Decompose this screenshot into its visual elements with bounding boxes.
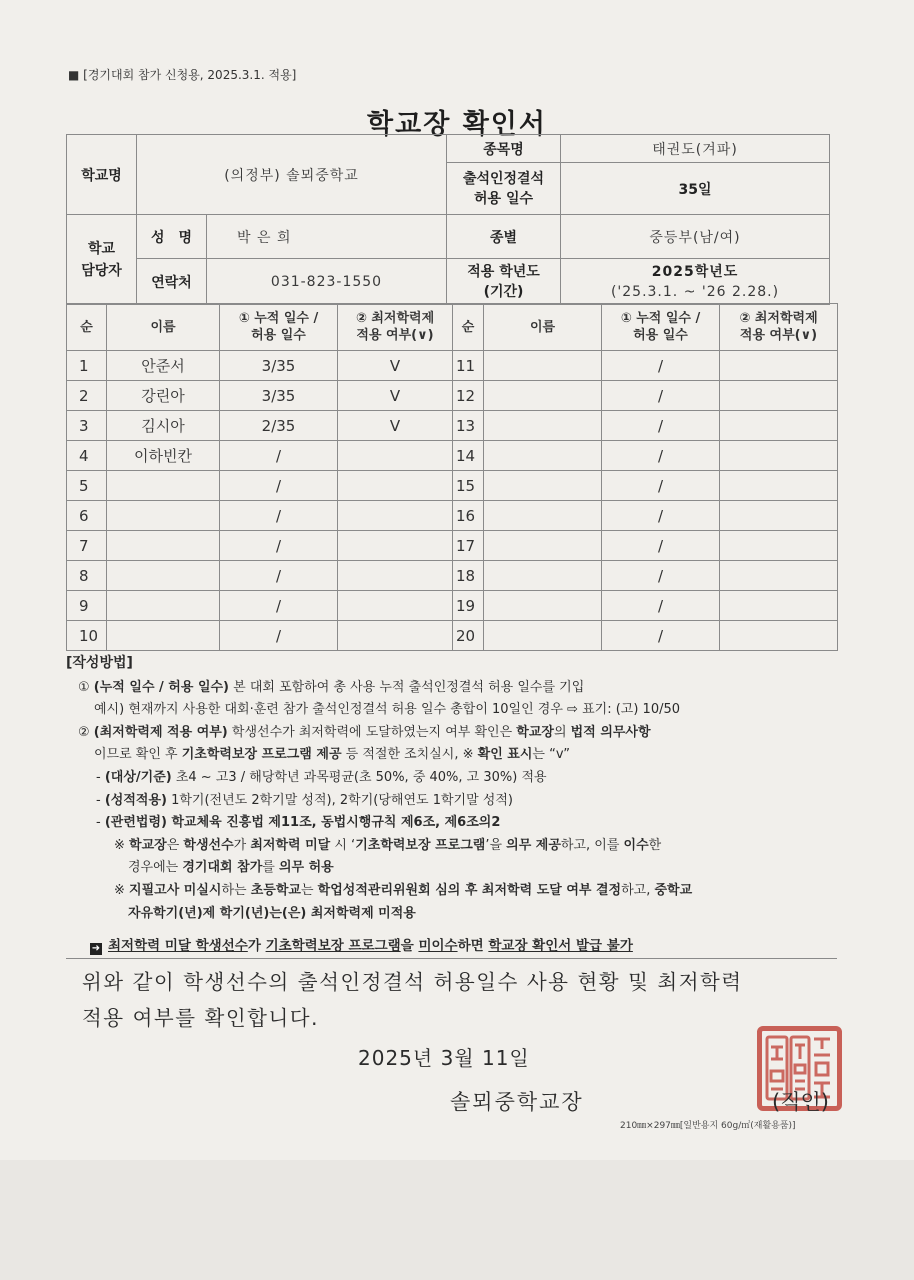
col-days-right: [602, 304, 720, 351]
text: 미이수: [418, 938, 458, 954]
absence-days: /: [602, 381, 720, 411]
division-label: 종별: [447, 215, 561, 259]
text-bold: 이수: [623, 837, 649, 853]
text-bold: 학교체육 진흥법 제11조, 동법시행규칙 제6조, 제6조의2: [166, 815, 501, 831]
row-number: 9: [67, 591, 107, 621]
instruction-2-cont: [66, 744, 856, 767]
text-bold: 중학교: [654, 882, 693, 898]
instruction-2: [66, 722, 856, 745]
row-number: 7: [67, 531, 107, 561]
page-title: 학교장 확인서: [367, 109, 547, 140]
col-min-line1: ② 최저학력제: [355, 311, 435, 326]
student-name: 이하빈칸: [107, 441, 220, 471]
absence-days: /: [220, 441, 338, 471]
absence-days: /: [220, 621, 338, 651]
year-value-line2: ('25.3.1. ~ '26 2.28.): [610, 283, 780, 300]
row-number: 4: [67, 441, 107, 471]
absence-label: [447, 163, 561, 215]
contact-value: 031-823-1550: [207, 259, 447, 305]
instruction-target: [66, 767, 856, 790]
min-grade-check: [720, 561, 838, 591]
name-label: 성 명: [137, 215, 207, 259]
seal-label: (직인): [772, 1090, 829, 1114]
col-min-line2: 적용 여부(∨): [356, 328, 434, 343]
student-name: [484, 621, 602, 651]
text: 한: [648, 837, 662, 853]
text: 가: [233, 837, 251, 853]
issue-date: 2025년 3월 11일: [358, 1046, 530, 1070]
text: 를: [262, 860, 279, 876]
min-grade-check: V: [338, 351, 453, 381]
text: 1학기(전년도 2학기말 성적), 2학기(당해연도 1학기말 성적): [166, 792, 513, 808]
text: 최저학력 미달 학생선수: [108, 938, 248, 954]
col-name: 이름: [107, 304, 220, 351]
confirmation-line1: 위와 같이 학생선수의 출석인정결석 허용일수 사용 현황 및 최저학력: [82, 970, 743, 994]
info-table: [66, 134, 830, 305]
absence-days: /: [602, 351, 720, 381]
row-number: 10: [67, 621, 107, 651]
text-bold: (관련법령): [104, 815, 167, 831]
text: -: [96, 769, 105, 785]
text-bold: (성적적용): [104, 792, 167, 808]
table-row: [67, 531, 838, 561]
absence-days: /: [220, 561, 338, 591]
min-grade-check: [720, 441, 838, 471]
paper-spec-note: 210㎜×297㎜[일반용지 60g/㎡(재활용품)]: [620, 1121, 796, 1131]
table-row: [67, 381, 838, 411]
instruction-note-1-cont: [66, 857, 856, 880]
table-header-row: [67, 304, 838, 351]
text: 는: [300, 882, 318, 898]
absence-days: /: [602, 621, 720, 651]
col-min-right: [720, 304, 838, 351]
absence-days: /: [602, 591, 720, 621]
student-name: [484, 351, 602, 381]
row-number: 16: [453, 501, 484, 531]
absence-label-line2: 허용 일수: [474, 190, 533, 207]
student-name: [484, 441, 602, 471]
text-bold: 기초학력보장 프로그램 제공: [181, 747, 342, 763]
text: ※: [114, 837, 130, 853]
row-number: 19: [453, 591, 484, 621]
col-no-right: 순: [453, 304, 484, 351]
min-grade-check: [720, 381, 838, 411]
text: 는 “v”: [532, 747, 571, 763]
absence-days: /: [220, 531, 338, 561]
row-number: 5: [67, 471, 107, 501]
text-bold: 초등학교: [250, 882, 301, 898]
text: 학교장 확인서 발급 불가: [488, 938, 633, 954]
table-row: [67, 621, 838, 651]
absence-days: /: [602, 531, 720, 561]
text: 하면: [457, 938, 489, 954]
text-bold: (누적 일수 / 허용 일수): [93, 679, 229, 695]
row-number: 17: [453, 531, 484, 561]
absence-days: /: [602, 471, 720, 501]
contact-label: 연락처: [137, 259, 207, 305]
min-grade-check: V: [338, 411, 453, 441]
student-name: 안준서: [107, 351, 220, 381]
col-no: 순: [67, 304, 107, 351]
row-number: 15: [453, 471, 484, 501]
text: 시 ‘: [330, 837, 356, 853]
final-warning: [90, 934, 633, 955]
text-bold: 기초학력보장 프로그램: [355, 837, 486, 853]
col-name-right: 이름: [484, 304, 602, 351]
min-grade-check: [338, 561, 453, 591]
year-label: [447, 259, 561, 305]
student-name: [484, 381, 602, 411]
division-value: 중등부(남/여): [561, 215, 830, 259]
absence-days: 3/35: [220, 381, 338, 411]
instruction-grades: [66, 790, 856, 813]
text: ①: [78, 679, 94, 695]
text-bold: 법적 의무사항: [570, 724, 651, 740]
instruction-law: [66, 812, 856, 835]
text-bold: 경기대회 참가: [182, 860, 263, 876]
text: 하는: [221, 882, 251, 898]
student-name: [107, 471, 220, 501]
student-name: [484, 501, 602, 531]
student-name: [484, 411, 602, 441]
row-number: 18: [453, 561, 484, 591]
text: 하고, 이를: [560, 837, 624, 853]
instructions-heading: [작성방법]: [66, 655, 133, 671]
row-number: 14: [453, 441, 484, 471]
col-days-line1: ① 누적 일수 /: [238, 311, 319, 326]
row-number: 20: [453, 621, 484, 651]
year-value-line1: 2025학년도: [651, 263, 739, 280]
row-number: 2: [67, 381, 107, 411]
row-number: 3: [67, 411, 107, 441]
text-bold: 학업성적관리위원회 심의 후 최저학력 도달 여부 결정: [317, 882, 622, 898]
student-name: [107, 501, 220, 531]
absence-days: 2/35: [220, 411, 338, 441]
min-grade-check: [338, 531, 453, 561]
table-row: [67, 501, 838, 531]
text: ②: [78, 724, 94, 740]
col-days-right-line2: 허용 일수: [633, 328, 688, 343]
row-number: 8: [67, 561, 107, 591]
instruction-note-1: [66, 835, 856, 858]
instruction-note-2: [66, 880, 856, 903]
student-name: [107, 561, 220, 591]
text: 초4 ~ 고3 / 해당학년 과목평균(초 50%, 중 40%, 고 30%) 적용: [171, 769, 547, 785]
table-row: [67, 441, 838, 471]
year-value: [561, 259, 830, 305]
col-days: [220, 304, 338, 351]
min-grade-check: [720, 591, 838, 621]
row-number: 13: [453, 411, 484, 441]
text-bold: 확인 표시: [477, 747, 533, 763]
event-label: 종목명: [447, 135, 561, 163]
col-days-right-line1: ① 누적 일수 /: [620, 311, 701, 326]
text-bold: (대상/기준): [104, 769, 172, 785]
min-grade-check: [338, 591, 453, 621]
school-value: (의정부) 솔뫼중학교: [137, 135, 447, 215]
student-table: [66, 303, 838, 651]
instruction-note-2-cont: 자유학기(년)제 학기(년)는(은) 최저학력제 미적용: [128, 905, 416, 921]
confirmation-text: [82, 964, 743, 1036]
absence-days: /: [602, 561, 720, 591]
student-name: 강린아: [107, 381, 220, 411]
student-name: 김시아: [107, 411, 220, 441]
col-min-right-line1: ② 최저학력제: [739, 311, 818, 326]
absence-days: /: [220, 591, 338, 621]
arrow-box-icon: ➜: [91, 943, 101, 954]
min-grade-check: V: [338, 381, 453, 411]
year-label-line2: (기간): [483, 283, 524, 300]
row-number: 12: [453, 381, 484, 411]
instruction-1: [66, 677, 856, 700]
table-row: [67, 471, 838, 501]
col-min: [338, 304, 453, 351]
bottom-margin: [0, 1160, 914, 1280]
absence-days: /: [602, 441, 720, 471]
min-grade-check: [338, 501, 453, 531]
text-bold: 학교장: [129, 837, 167, 853]
text: 이므로 확인 후: [94, 747, 182, 763]
school-label: 학교명: [67, 135, 137, 215]
student-name: [484, 471, 602, 501]
text: 학생선수가 최저학력에 도달하였는지 여부 확인은: [227, 724, 517, 740]
min-grade-check: [338, 441, 453, 471]
text-bold: 학생선수: [183, 837, 234, 853]
student-name: [107, 531, 220, 561]
absence-days: /: [220, 471, 338, 501]
text: 경우에는: [128, 860, 183, 876]
min-grade-check: [720, 351, 838, 381]
principal-name: 솔뫼중학교장: [450, 1090, 584, 1114]
absence-days: /: [602, 411, 720, 441]
text: 등 적절한 조치실시, ※: [341, 747, 478, 763]
header-note: ■ [경기대회 참가 신청용, 2025.3.1. 적용]: [68, 68, 297, 82]
min-grade-check: [720, 501, 838, 531]
text: ’을: [485, 837, 507, 853]
staff-label-line1: 학교: [87, 240, 116, 257]
text: ※: [114, 882, 130, 898]
text: 을: [400, 938, 419, 954]
col-min-right-line2: 적용 여부(∨): [739, 328, 818, 343]
year-label-line1: 적용 학년도: [467, 263, 540, 280]
absence-label-line1: 출석인정결석: [462, 170, 545, 187]
min-grade-check: [338, 471, 453, 501]
text: 가: [247, 938, 266, 954]
table-row: [67, 561, 838, 591]
absence-days: /: [220, 501, 338, 531]
name-value: 박 은 희: [207, 215, 447, 259]
event-value: 태권도(겨파): [561, 135, 830, 163]
student-name: [107, 621, 220, 651]
row-number: 1: [67, 351, 107, 381]
divider: [66, 958, 837, 959]
table-row: [67, 591, 838, 621]
text-bold: 지필고사 미실시: [129, 882, 222, 898]
min-grade-check: [720, 411, 838, 441]
student-name: [484, 561, 602, 591]
table-row: [67, 411, 838, 441]
text: 의: [553, 724, 571, 740]
student-name: [484, 591, 602, 621]
student-name: [107, 591, 220, 621]
absence-value: 35일: [561, 163, 830, 215]
staff-label: [67, 215, 137, 305]
text-bold: 의무 제공: [506, 837, 561, 853]
text-bold: (최저학력제 적용 여부): [93, 724, 228, 740]
row-number: 6: [67, 501, 107, 531]
text: -: [96, 792, 105, 808]
instructions: [66, 652, 856, 925]
instruction-1-example: 예시) 현재까지 사용한 대회·훈련 참가 출석인정결석 허용 일수 총합이 10일인 경우 ⇨ 표기: (고) 10/50: [94, 702, 681, 718]
text-bold: 최저학력 미달: [250, 837, 331, 853]
row-number: 11: [453, 351, 484, 381]
staff-label-line2: 담당자: [81, 262, 122, 279]
text: 본 대회 포함하여 총 사용 누적 출석인정결석 허용 일수를 기입: [229, 679, 585, 695]
student-name: [484, 531, 602, 561]
absence-days: /: [602, 501, 720, 531]
absence-days: 3/35: [220, 351, 338, 381]
table-body: [67, 351, 838, 651]
confirmation-line2: 적용 여부를 확인합니다.: [82, 1006, 320, 1030]
col-days-line2: 허용 일수: [251, 328, 306, 343]
min-grade-check: [720, 621, 838, 651]
text: 은: [166, 837, 184, 853]
min-grade-check: [720, 531, 838, 561]
text: 하고,: [621, 882, 655, 898]
min-grade-check: [338, 621, 453, 651]
table-row: [67, 351, 838, 381]
text: -: [96, 815, 105, 831]
text-bold: 학교장: [516, 724, 554, 740]
min-grade-check: [720, 471, 838, 501]
text-bold: 의무 허용: [278, 860, 334, 876]
text: 기초학력보장 프로그램: [265, 938, 401, 954]
